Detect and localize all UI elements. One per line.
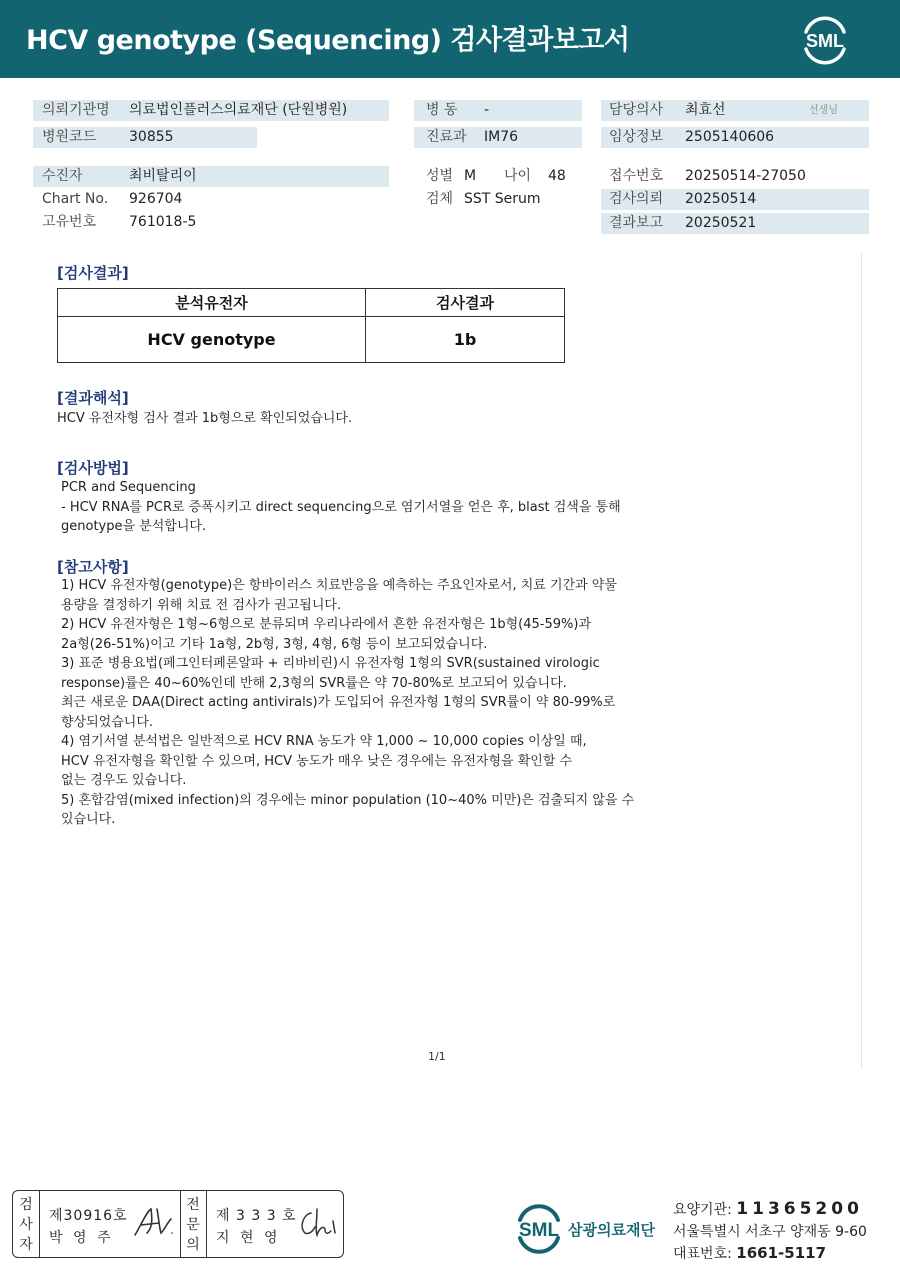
reference-line: response)률은 40~60%인데 반해 2,3형의 SVR률은 약 70-80%로 보고되어 있습니다. <box>61 675 567 691</box>
method-section-title: [검사방법] <box>57 459 129 477</box>
method-line: - HCV RNA를 PCR로 증폭시키고 direct sequencing으로 염기서열을 얻은 후, blast 검색을 통해 <box>61 499 621 515</box>
reference-line: 최근 새로운 DAA(Direct acting antivirals)가 도입되어 유전자형 1형의 SVR률이 약 80-99%로 <box>61 695 616 710</box>
col-gene-header: 분석유전자 <box>58 289 366 317</box>
receipt-no-label: 접수번호 <box>609 168 664 184</box>
inspector-vertical-label: 검 사 자 <box>19 1197 33 1253</box>
report-header <box>0 0 900 78</box>
ward-value: - <box>484 102 490 118</box>
phone-number: 1661-5117 <box>736 1244 827 1262</box>
reference-line: 5) 혼합감염(mixed infection)의 경우에는 minor population (10~40% 미만)은 검출되지 않을 수 <box>61 792 635 808</box>
receipt-no-value: 20250514-27050 <box>685 168 806 184</box>
result-table-header <box>58 289 565 317</box>
doctor-row <box>601 100 869 121</box>
patient-label: 수진자 <box>42 168 83 184</box>
method-line: genotype을 분석합니다. <box>61 519 207 534</box>
inspector-name: 박 영 주 <box>49 1230 114 1246</box>
reference-line: HCV 유전자형을 확인할 수 있으며, HCV 농도가 매우 낮은 경우에는 유전자형을 확인할 수 <box>61 753 573 769</box>
gene-cell: HCV genotype <box>58 317 366 363</box>
doctor-value: 최효선 <box>685 102 726 118</box>
chart-no-row <box>33 189 389 210</box>
report-date-row <box>601 213 869 234</box>
reference-line: 2) HCV 유전자형은 1형~6형으로 분류되며 우리나라에서 흔한 유전자형은 1b형(45-59%)과 <box>61 617 591 632</box>
specialist-name: 지 현 영 <box>216 1230 281 1246</box>
patient-row <box>33 166 389 187</box>
ward-row <box>414 100 582 121</box>
reference-line: 없는 경우도 있습니다. <box>61 773 187 788</box>
care-number: 11365200 <box>736 1199 863 1219</box>
table-row <box>58 317 565 363</box>
receipt-no-row <box>601 166 869 187</box>
result-section-title: [검사결과] <box>57 264 129 282</box>
report-date-value: 20250521 <box>685 215 757 231</box>
reference-line: 있습니다. <box>61 812 116 827</box>
doctor-label: 담당의사 <box>609 102 664 118</box>
unique-no-row <box>33 212 389 233</box>
clinical-info-value: 2505140606 <box>685 129 775 145</box>
footer-sml-logo-icon <box>510 1200 568 1256</box>
specimen-label: 검체 <box>426 191 454 207</box>
specialist-signature-icon <box>295 1203 341 1243</box>
result-cell: 1b <box>366 317 565 363</box>
footer-care-no <box>673 1199 863 1219</box>
clinical-info-label: 임상정보 <box>609 129 664 145</box>
sml-logo-icon <box>796 12 854 66</box>
reference-line: 2a형(26-51%)이고 기타 1a형, 2b형, 3형, 4형, 6형 등이 보고되었습니다. <box>61 636 488 652</box>
page-number: 1/1 <box>428 1050 446 1063</box>
specimen-value: SST Serum <box>464 191 541 207</box>
phone-label: 대표번호: <box>673 1246 732 1262</box>
reference-text <box>61 576 634 830</box>
footer-org-name: 삼광의료재단 <box>568 1221 655 1239</box>
institution-label: 의뢰기관명 <box>42 102 110 118</box>
col-result-header: 검사결과 <box>366 289 565 317</box>
footer-phone <box>673 1243 826 1263</box>
reference-section-title: [참고사항] <box>57 558 129 576</box>
care-label: 요양기관: <box>673 1202 732 1218</box>
signature-stamp <box>12 1190 344 1258</box>
inspector-signature-icon <box>131 1199 177 1245</box>
specialist-license-no: 제 3 3 3 호 <box>216 1208 297 1224</box>
reference-line: 3) 표준 병용요법(페그인터페론알파 + 리바비린)시 유전자형 1형의 SVR(sustained virologic <box>61 656 600 671</box>
report-date-label: 결과보고 <box>609 215 664 231</box>
interpretation-section-title: [결과해석] <box>57 389 129 407</box>
department-label: 진료과 <box>426 129 467 145</box>
right-divider <box>861 253 862 1069</box>
patient-value: 최비탈리이 <box>129 168 197 184</box>
inspector-license-no: 제30916호 <box>49 1208 128 1224</box>
sml-logo-text: SML <box>806 31 844 51</box>
chart-no-value: 926704 <box>129 191 183 207</box>
request-date-label: 검사의뢰 <box>609 191 664 207</box>
interpretation-text: HCV 유전자형 검사 결과 1b형으로 확인되었습니다. <box>57 411 353 426</box>
doctor-suffix: 선생님 <box>809 105 838 116</box>
age-value: 48 <box>548 168 566 184</box>
clinical-info-row <box>601 127 869 148</box>
request-date-row <box>601 189 869 210</box>
unique-no-value: 761018-5 <box>129 214 197 230</box>
report-title: HCV genotype (Sequencing) 검사결과보고서 <box>26 25 630 56</box>
department-value: IM76 <box>484 129 519 145</box>
sex-age-row <box>414 166 582 187</box>
specialist-vertical-label: 전 문 의 <box>186 1197 200 1253</box>
reference-line: 향상되었습니다. <box>61 714 154 730</box>
reference-line: 1) HCV 유전자형(genotype)은 항바이러스 치료반응을 예측하는 주요인자로서, 치료 기간과 약물 <box>61 578 617 593</box>
reference-line: 4) 염기서열 분석법은 일반적으로 HCV RNA 농도가 약 1,000 ~ 10,000 copies 이상일 때, <box>61 734 587 749</box>
result-table <box>57 288 565 363</box>
footer-logo-text: SML <box>518 1220 560 1241</box>
institution-value: 의료법인플러스의료재단 (단원병원) <box>129 102 348 118</box>
chart-no-label: Chart No. <box>42 191 109 207</box>
method-text <box>61 478 621 537</box>
ward-label: 병 동 <box>426 102 458 118</box>
hospital-code-value: 30855 <box>129 129 174 145</box>
institution-row <box>33 100 389 121</box>
sex-value: M <box>464 168 477 184</box>
footer-address: 서울특별시 서초구 양재동 9-60 <box>673 1224 867 1240</box>
department-row <box>414 127 582 148</box>
method-line: PCR and Sequencing <box>61 480 196 495</box>
request-date-value: 20250514 <box>685 191 757 207</box>
unique-no-label: 고유번호 <box>42 214 97 230</box>
hospital-code-row <box>33 127 257 148</box>
age-label: 나이 <box>504 168 532 184</box>
specimen-row <box>414 189 582 210</box>
hospital-code-label: 병원코드 <box>42 129 97 145</box>
sex-label: 성별 <box>426 168 454 184</box>
reference-line: 용량을 결정하기 위해 치료 전 검사가 권고됩니다. <box>61 597 342 613</box>
